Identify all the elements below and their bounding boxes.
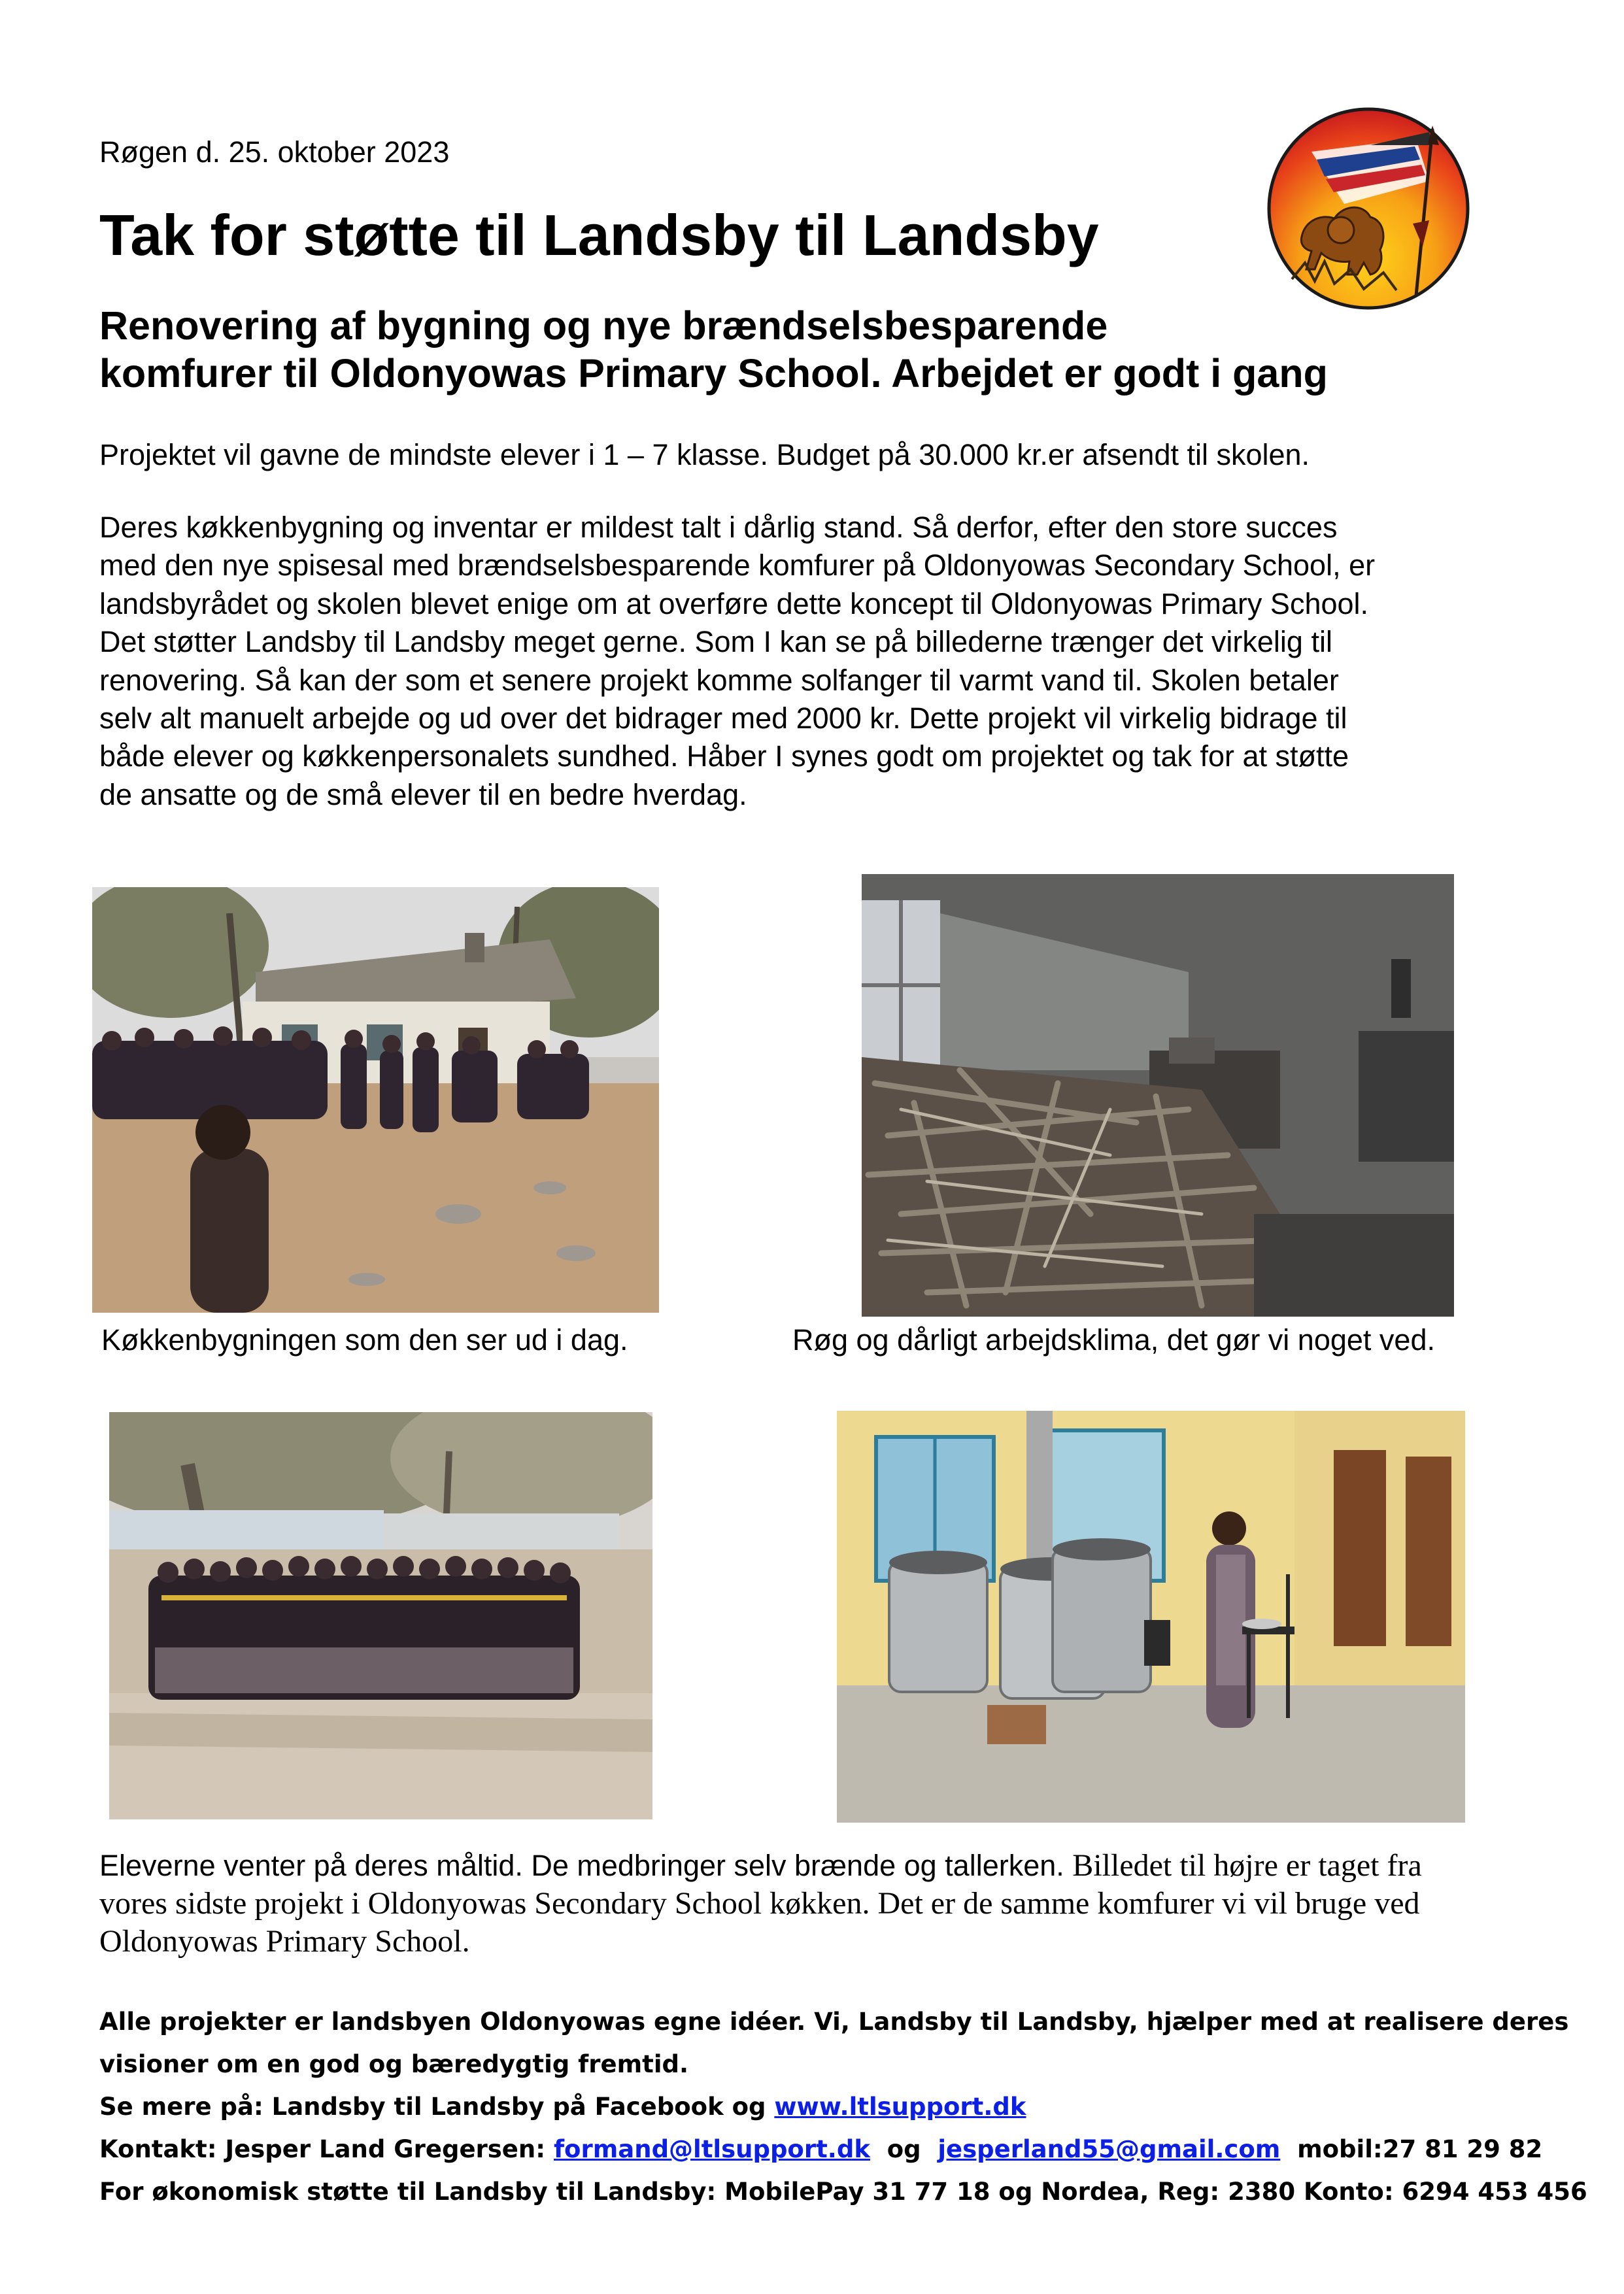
- footer-line-1: Alle projekter er landsbyen Oldonyowas egne idéer. Vi, Landsby til Landsby, hjælper med at realisere deres: [99, 2008, 1569, 2036]
- body-line: renovering. Så kan der som et senere projekt komme solfanger til varmt vand til. Skolen betaler: [99, 663, 1339, 697]
- caption-line-3: Oldonyowas Primary School.: [99, 1924, 470, 1959]
- footer-line-3: [99, 2085, 1570, 2128]
- body-line: med den nye spisesal med brændselsbesparende komfurer på Oldonyowas Secondary School, er: [99, 548, 1376, 582]
- body-line: de ansatte og de små elever til en bedre hverdag.: [99, 777, 747, 811]
- footer-see-more-text: Se mere på: Landsby til Landsby på Facebook og: [99, 2093, 775, 2121]
- email-link-jesper[interactable]: jesperland55@gmail.com: [938, 2135, 1281, 2163]
- caption-line-2: vores sidste projekt i Oldonyowas Secondary School køkken. Det er de samme komfurer vi vil bruge ved: [99, 1886, 1420, 1921]
- footer-line-5: For økonomisk støtte til Landsby til Landsby: MobilePay 31 77 18 og Nordea, Reg: 2380 Konto: 6294 453 456: [99, 2178, 1587, 2206]
- body-line: Deres køkkenbygning og inventar er mildest talt i dårlig stand. Så derfor, efter den store succes: [99, 511, 1338, 544]
- caption-sans-part: Eleverne venter på deres måltid. De medbringer selv brænde og tallerken.: [99, 1849, 1064, 1882]
- body-line: selv alt manuelt arbejde og ud over det bidrager med 2000 kr. Dette projekt vil virkelig bidrage til: [99, 701, 1347, 735]
- caption-serif-part: Billedet til højre er taget fra: [1072, 1848, 1422, 1883]
- photo-smoky-kitchen: [862, 874, 1454, 1317]
- footer-mobile-text: mobil:27 81 29 82: [1280, 2135, 1543, 2163]
- body-line: både elever og køkkenpersonalets sundhed. Håber I synes godt om projektet og tak for at støtte: [99, 739, 1349, 773]
- intro-paragraph: Projektet vil gavne de mindste elever i 1 – 7 klasse. Budget på 30.000 kr.er afsendt til skolen.: [99, 438, 1310, 471]
- page-subtitle: [99, 302, 1505, 397]
- photo-caption-1: Køkkenbygningen som den ser ud i dag.: [101, 1323, 628, 1357]
- caption-line-1: [99, 1847, 1538, 1885]
- body-line: landsbyrådet og skolen blevet enige om at overføre dette koncept til Oldonyowas Primary School.: [99, 586, 1369, 620]
- body-paragraph: [99, 509, 1538, 814]
- email-link-formand[interactable]: formand@ltlsupport.dk: [553, 2135, 870, 2163]
- body-line: Det støtter Landsby til Landsby meget gerne. Som I kan se på billederne trænger det virkelig til: [99, 625, 1332, 659]
- footer-line-4: [99, 2128, 1570, 2170]
- subtitle-line-1: Renovering af bygning og nye brændselsbesparende: [99, 303, 1108, 348]
- photo-new-kitchen-stoves: [837, 1411, 1465, 1823]
- photo-students-waiting: [109, 1412, 652, 1819]
- footer-and-text: og: [870, 2135, 938, 2163]
- lion-emblem-icon: [1266, 106, 1471, 311]
- photos-caption-paragraph: [99, 1847, 1538, 1961]
- footer-contact-text: Kontakt: Jesper Land Gregersen:: [99, 2135, 554, 2163]
- subtitle-line-2: komfurer til Oldonyowas Primary School. Arbejdet er godt i gang: [99, 351, 1328, 396]
- footer-line-2: visioner om en god og bæredygtig fremtid.: [99, 2050, 689, 2078]
- letter-date: Røgen d. 25. oktober 2023: [99, 135, 450, 169]
- photo-caption-2: Røg og dårligt arbejdsklima, det gør vi noget ved.: [792, 1323, 1435, 1357]
- page-title: Tak for støtte til Landsby til Landsby: [99, 203, 1099, 267]
- website-link[interactable]: www.ltlsupport.dk: [774, 2093, 1026, 2121]
- footer-contact-block: [99, 2000, 1587, 2213]
- photo-kitchen-building: [92, 887, 659, 1313]
